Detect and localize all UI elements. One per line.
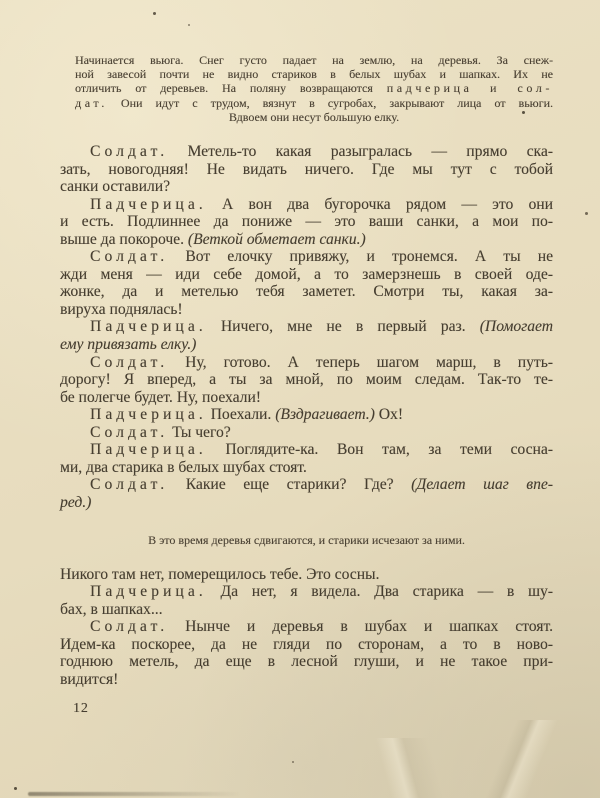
text-segment: Вот елочку привяжу, и тронемся. А ты не [168,248,553,266]
text-line [60,406,553,424]
text-segment: Нынче и деревья в шубах и шапках стоят. [168,618,553,636]
text-column [60,53,553,717]
text-line [60,283,553,301]
text-segment: Ну, готово. А теперь шагом марш, в путь- [168,353,553,371]
dialogue-paragraph-soldier [60,143,553,196]
text-line [60,371,553,389]
text-segment: Начинается вьюга. Снег густо падает на землю, на деревья. За снеж- [75,53,553,67]
stage-direction-middle [60,533,553,547]
character-name: Солдат. [90,353,169,371]
page-number: 12 [73,700,89,716]
dialogue-paragraph-stepdaughter [60,406,553,424]
text-line [60,618,553,636]
text-segment: Никого там нет, померещилось тебе. Это сосны. [60,565,380,583]
text-line [60,143,553,161]
text-line [60,566,553,584]
text-segment: ной завесой почти не видно стариков в белых шубах и шапках. Их не [75,67,553,82]
text-segment: выше да покороче. [60,230,188,248]
stage-note-inline: (Вздрагивает.) [275,406,375,424]
character-name: Солдат. [90,476,169,494]
text-line [60,671,553,689]
stage-note-inline: (Помогает [479,318,553,336]
text-line [60,424,553,442]
dust-speck [292,761,294,763]
text-line [60,248,553,266]
text-segment: А вон два бугорочка рядом — это они [206,195,553,213]
text-segment: зать, новогодняя! Не видать ничего. Где мы тут с тобой [60,160,553,178]
text-line [60,318,553,336]
text-segment: жонке, да и метелью тебя заметет. Смотри ты, какая за- [60,283,553,301]
character-name: Солдат. [90,248,169,266]
text-segment: Вдвоем они несут большую елку. [228,109,400,124]
character-name: Солдат. [90,618,169,636]
text-line [75,81,553,95]
stage-note-inline: (Веткой обметает санки.) [187,230,366,248]
character-name: Падчерица. [90,195,207,213]
text-segment: отличить от деревьев. На поляну возвращаются [75,81,387,96]
text-segment: бах, в шапках... [60,600,163,618]
text-line [60,459,553,477]
text-segment: В это время деревья сдвигаются, и старики исчезают за ними. [148,532,465,547]
text-segment: санки оставили? [60,178,170,196]
text-segment: дорогу! Я вперед, а ты за мной, по моим следам. Так-то те- [60,371,553,389]
dialogue-paragraph-soldier [60,248,553,318]
text-segment: Поехали. [206,406,276,424]
text-line [75,96,553,110]
dialogue-block-2 [60,566,553,689]
text-line [60,389,553,407]
character-name: Падчерица. [90,406,207,424]
text-segment: Поглядите-ка. Вон там, за теми сосна- [206,441,553,459]
text-line [75,67,553,81]
text-line [60,266,553,284]
text-segment: Ты чего? [168,423,231,441]
character-name: Солдат. [90,143,169,161]
text-line [75,110,553,124]
character-name: Падчерица. [90,441,207,459]
dialogue-paragraph-stepdaughter [60,196,553,249]
text-line [60,161,553,179]
stage-note-inline: ему привязать елку.) [60,336,197,354]
text-line [60,213,553,231]
dialogue-paragraph-soldier [60,424,553,442]
character-name: Падчерица. [90,583,207,601]
text-line [60,301,553,319]
text-segment: Метель-то какая разыгралась — прямо ска- [168,143,553,161]
text-line [60,494,553,512]
text-segment: ми, два старика в белых шубах стоят. [60,458,307,476]
dialogue-paragraph-stepdaughter [60,583,553,618]
page-edge-shadow [28,792,240,796]
text-line [60,653,553,671]
text-line [60,583,553,601]
text-line [60,231,553,249]
text-line [60,601,553,619]
paper-crease [270,738,530,798]
dust-speck [14,787,17,790]
dialogue-paragraph-stepdaughter [60,318,553,353]
text-segment: Какие еще старики? Где? [168,476,412,494]
text-line [60,336,553,354]
text-segment: вируха поднялась! [60,300,183,318]
character-name: Солдат. [90,423,169,441]
dust-speck [153,12,156,15]
text-line [60,441,553,459]
text-line [75,53,553,67]
text-segment: Ох! [374,406,404,424]
dialogue-paragraph-soldier [60,354,553,407]
text-line [60,354,553,372]
character-name: падчерица и сол- [386,81,553,96]
dialogue-paragraph-stepdaughter [60,441,553,476]
text-line [60,533,553,547]
text-segment: годнюю метель, да еще в лесной глуши, и не такое при- [60,653,553,671]
dialogue-paragraph-soldier [60,476,553,511]
text-segment: Они идут с трудом, вязнут в сугробах, закрывают лица от вьюги. [107,95,553,110]
stage-note-inline: ред.) [60,493,92,511]
text-segment: видится! [60,670,119,688]
paper-crease [430,720,600,798]
text-line [60,476,553,494]
text-line [60,178,553,196]
dialogue-block-1 [60,143,553,511]
text-segment: Идем-ка поскорее, да не гляди по сторонам, а то в ново- [60,635,553,653]
stage-note-inline: (Делает шаг впе- [411,476,553,494]
text-segment: Да нет, я видела. Два старика — в шу- [206,583,553,601]
text-segment: жди меня — иди себе домой, а то замерзнешь в своей оде- [60,265,553,283]
text-segment: Ничего, мне не в первый раз. [206,318,480,336]
text-line [60,196,553,214]
text-line [60,636,553,654]
character-name: Падчерица. [90,318,207,336]
text-segment: и есть. Подлиннее да пониже — это ваши санки, а мои по- [60,213,553,231]
dust-speck [585,212,588,215]
dust-speck [188,24,190,26]
dialogue-paragraph-soldier [60,566,553,584]
text-segment: бе полегче будет. Ну, поехали! [60,388,262,406]
character-name: дат. [75,95,108,110]
dialogue-paragraph-soldier [60,618,553,688]
stage-direction-opening [75,53,553,124]
